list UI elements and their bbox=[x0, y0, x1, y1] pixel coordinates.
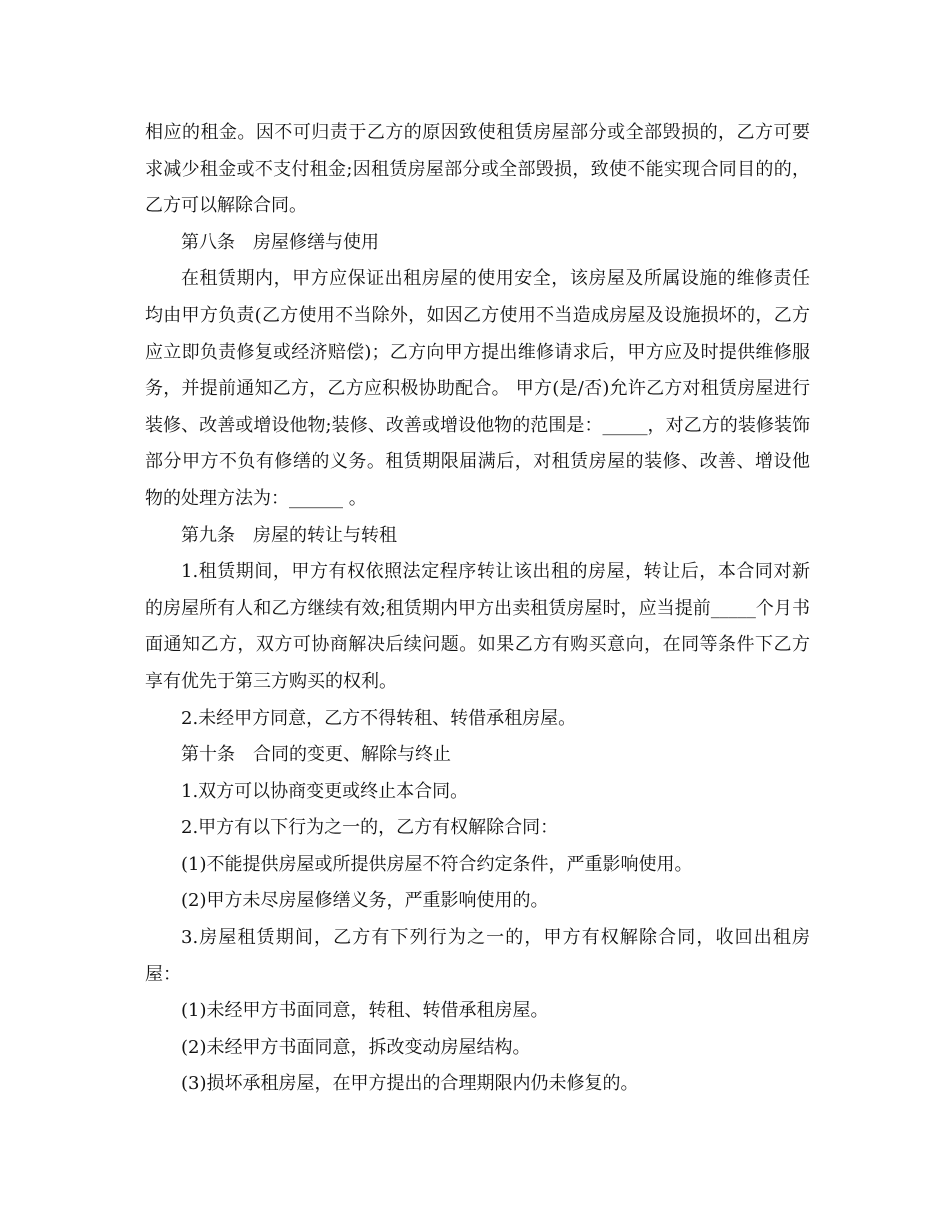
clause-10-2-item-2: (2)甲方未尽房屋修缮义务，严重影响使用的。 bbox=[181, 890, 549, 912]
paragraph-repair-and-use: 在租赁期内，甲方应保证出租房屋的使用安全，该房屋及所属设施的维修责任均由甲方负责(乙方使用不当除外，如因乙方使用不当造成房屋及设施损坏的，乙方应立即负责修复或经济赔偿)；乙方向甲方提出维修请求后，甲方应及时提供维修服务，并提前通知乙方，乙方应积极协助配合。 甲方(是/否)允许乙方对租赁房屋进行装修、改善或增设他物;装修、改善或增设他物的范围是：_____，对乙方的装修装饰部分甲方不负有修缮的义务。租赁期限届满后，对租赁房屋的装修、改善、增设他物的处理方法为：______ 。 bbox=[145, 268, 810, 509]
clause-10-1: 1.双方可以协商变更或终止本合同。 bbox=[181, 780, 469, 802]
paragraph-rent-continuation: 相应的租金。因不可归责于乙方的原因致使租赁房屋部分或全部毁损的，乙方可要求减少租金或不支付租金;因租赁房屋部分或全部毁损，致使不能实现合同目的的，乙方可以解除合同。 bbox=[145, 122, 810, 217]
clause-10-3: 3.房屋租赁期间，乙方有下列行为之一的，甲方有权解除合同，收回出租房屋： bbox=[145, 927, 810, 985]
document-body bbox=[145, 115, 810, 1103]
article-10-heading: 第十条 合同的变更、解除与终止 bbox=[181, 744, 451, 766]
article-9-heading: 第九条 房屋的转让与转租 bbox=[181, 524, 397, 546]
clause-10-3-item-3: (3)损坏承租房屋，在甲方提出的合理期限内仍未修复的。 bbox=[181, 1073, 639, 1095]
clause-10-2: 2.甲方有以下行为之一的，乙方有权解除合同： bbox=[181, 817, 559, 839]
clause-10-2-item-1: (1)不能提供房屋或所提供房屋不符合约定条件，严重影响使用。 bbox=[181, 853, 693, 875]
paragraph-transfer: 1.租赁期间，甲方有权依照法定程序转让该出租的房屋，转让后，本合同对新的房屋所有人和乙方继续有效;租赁期内甲方出卖租赁房屋时，应当提前_____个月书面通知乙方，双方可协商解决后续问题。如果乙方有购买意向，在同等条件下乙方享有优先于第三方购买的权利。 bbox=[145, 561, 810, 692]
clause-10-3-item-1: (1)未经甲方书面同意，转租、转借承租房屋。 bbox=[181, 1000, 549, 1022]
clause-10-3-item-2: (2)未经甲方书面同意，拆改变动房屋结构。 bbox=[181, 1036, 531, 1058]
article-8-heading: 第八条 房屋修缮与使用 bbox=[181, 231, 379, 253]
paragraph-sublet: 2.未经甲方同意，乙方不得转租、转借承租房屋。 bbox=[181, 707, 577, 729]
